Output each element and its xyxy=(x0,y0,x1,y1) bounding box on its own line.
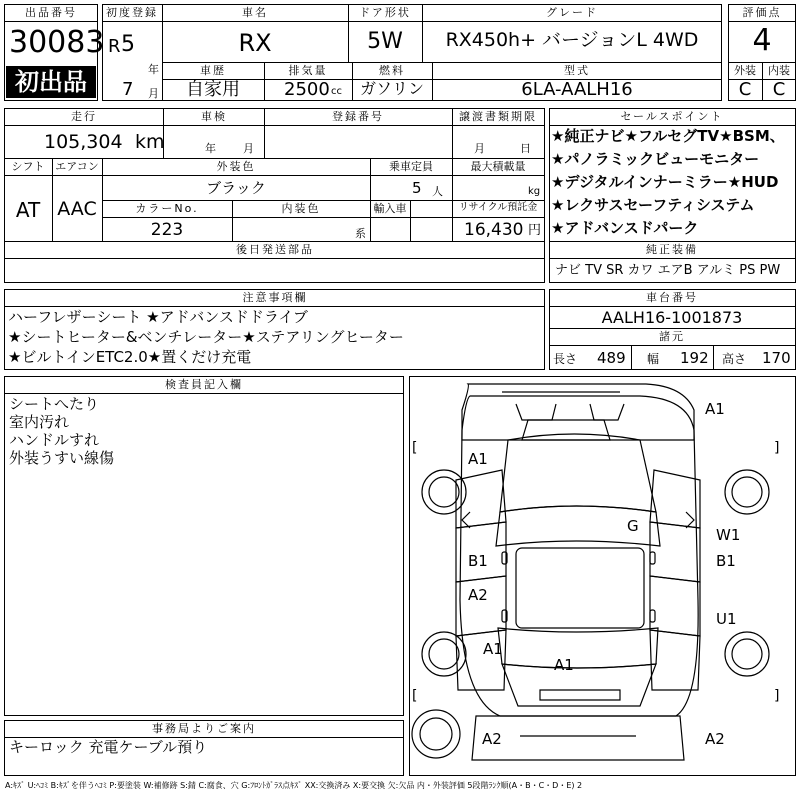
score: 4 xyxy=(752,23,772,58)
transfer-month-unit: 月 xyxy=(474,142,485,155)
color-label: 外装色 xyxy=(216,160,256,173)
note-line: ★ビルトインETC2.0★置くだけ充電 xyxy=(8,348,252,366)
score-label: 評価点 xyxy=(742,6,782,19)
cc-unit: cc xyxy=(331,86,342,97)
history-label: 車歴 xyxy=(200,64,226,77)
interior-grade: C xyxy=(772,79,786,100)
capacity-label: 乗車定員 xyxy=(389,160,433,173)
sales-points-label: セールスポイント xyxy=(620,110,724,123)
dims-label: 諸元 xyxy=(659,330,685,343)
transfer-label: 譲渡書類期限 xyxy=(459,110,537,123)
width-label: 幅 xyxy=(647,352,660,366)
note-line: ★シートヒーター&ベンチレーター★ステアリングヒーター xyxy=(8,328,404,346)
inspection-year-unit: 年 xyxy=(205,142,216,155)
km-unit: km xyxy=(135,131,165,153)
reg-year: 5 xyxy=(121,32,135,57)
reg-year-unit: 年 xyxy=(148,63,159,76)
chassis-number: AALH16-1001873 xyxy=(601,308,743,327)
height-label: 高さ xyxy=(722,352,747,366)
bracket-right: ] xyxy=(774,440,780,456)
chassis-label: 車台番号 xyxy=(646,291,698,304)
damage-mark: A1 xyxy=(468,450,488,468)
damage-mark: G xyxy=(627,517,639,535)
bracket-left: [ xyxy=(412,688,418,704)
car-name-label: 車名 xyxy=(242,6,268,19)
height: 170 xyxy=(762,349,791,367)
first-reg-label: 初度登録 xyxy=(106,6,158,19)
inspection-label: 車検 xyxy=(201,110,227,123)
aircon-label: エアコン xyxy=(55,160,99,173)
fuel: ガソリン xyxy=(359,79,425,98)
fuel-label: 燃料 xyxy=(379,64,405,77)
damage-mark: A1 xyxy=(554,656,574,674)
door-type: 5W xyxy=(367,29,403,54)
aircon: AAC xyxy=(57,198,97,220)
plate-label: 登録番号 xyxy=(332,110,384,123)
car-name: RX xyxy=(238,29,272,57)
office-text: キーロック 充電ケーブル預り xyxy=(9,738,208,756)
recycle: 16,430 xyxy=(464,220,524,240)
lot-number-label: 出品番号 xyxy=(25,6,77,19)
office-label: 事務局よりご案内 xyxy=(152,722,256,735)
inspector-line: 外装うすい線傷 xyxy=(9,449,115,467)
sales-point: ★デジタルインナーミラー★HUD xyxy=(551,173,779,191)
shift-label: シフト xyxy=(11,160,45,173)
sales-point: ★レクサスセーフティシステム xyxy=(551,196,755,214)
displacement-label: 排気量 xyxy=(288,64,328,77)
damage-mark: A2 xyxy=(468,586,488,604)
interior-label: 内装 xyxy=(768,64,790,77)
later-parts-label: 後日発送部品 xyxy=(236,243,314,256)
lot-number: 30083 xyxy=(9,25,105,60)
kg-unit: kg xyxy=(528,186,541,197)
sales-point: ★アドバンスドパーク xyxy=(551,219,699,237)
load-label: 最大積載量 xyxy=(470,160,526,173)
exterior-label: 外装 xyxy=(734,64,756,77)
import-label: 輸入車 xyxy=(373,202,407,215)
car-diagram-box xyxy=(409,376,796,776)
first-listing-text: 初出品 xyxy=(15,68,87,96)
damage-mark: A1 xyxy=(483,640,503,658)
width: 192 xyxy=(680,349,709,367)
era: R xyxy=(108,36,121,57)
yen-unit: 円 xyxy=(528,223,542,238)
model: 6LA-AALH16 xyxy=(521,79,633,100)
inspection-month-unit: 月 xyxy=(243,142,254,155)
reg-month: 7 xyxy=(122,79,134,100)
inspector-line: 室内汚れ xyxy=(9,413,70,431)
displacement: 2500 xyxy=(284,79,330,100)
history: 自家用 xyxy=(186,79,240,100)
grade: RX450h+ バージョンL 4WD xyxy=(445,29,699,51)
interior-color-label: 内装色 xyxy=(281,202,321,215)
door-label: ドア形状 xyxy=(359,6,411,19)
damage-mark: B1 xyxy=(716,552,736,570)
shift: AT xyxy=(15,198,41,222)
damage-mark: U1 xyxy=(716,610,737,628)
note-line: ハーフレザーシート ★アドバンスドドライブ xyxy=(8,308,308,326)
reg-month-unit: 月 xyxy=(148,87,159,100)
recycle-label: リサイクル預託金 xyxy=(458,202,538,213)
damage-mark: A1 xyxy=(705,400,725,418)
mileage: 105,304 xyxy=(44,131,123,153)
equipment-label: 純正装備 xyxy=(646,243,698,256)
color-no: 223 xyxy=(150,220,184,240)
inspector-line: ハンドルすれ xyxy=(9,431,100,449)
damage-mark: B1 xyxy=(468,552,488,570)
exterior-grade: C xyxy=(738,79,752,100)
inspector-line: シートへたり xyxy=(9,395,100,413)
length-label: 長さ xyxy=(553,352,578,366)
inspector-label: 検査員記入欄 xyxy=(165,378,243,391)
mileage-label: 走行 xyxy=(71,110,97,123)
grade-label: グレード xyxy=(546,6,598,19)
bracket-left: [ xyxy=(412,440,418,456)
color: ブラック xyxy=(206,179,266,197)
transfer-day-unit: 日 xyxy=(520,142,531,155)
capacity: 5 xyxy=(412,179,422,197)
damage-mark: W1 xyxy=(716,526,741,544)
damage-mark: A2 xyxy=(705,730,725,748)
sales-point: ★パノラミックビューモニター xyxy=(551,150,760,168)
person-unit: 人 xyxy=(432,185,443,198)
bracket-right: ] xyxy=(774,688,780,704)
sales-point: ★純正ナビ★フルセグTV★BSM、 xyxy=(551,127,785,145)
length: 489 xyxy=(597,349,626,367)
damage-mark: A2 xyxy=(482,730,502,748)
equipment: ナビ TV SR カワ エアB アルミ PS PW xyxy=(555,263,781,278)
series-unit: 系 xyxy=(355,227,366,240)
color-no-label: カラーNo. xyxy=(135,202,199,215)
model-label: 型式 xyxy=(564,64,590,77)
legend: A:ｷｽﾞ U:ﾍｺﾐ B:ｷｽﾞを伴うﾍｺﾐ P:要塗装 W:補修跡 S:錆 C:腐食、穴 G:ﾌﾛﾝﾄｶﾞﾗｽ点ｷｽﾞ XX:交換済み X:要交換 欠:欠品 内・外装評価 5段階ﾗﾝｸ順(A・B・C・D・E) 2 xyxy=(5,781,583,790)
notes-label: 注意事項欄 xyxy=(242,291,308,304)
